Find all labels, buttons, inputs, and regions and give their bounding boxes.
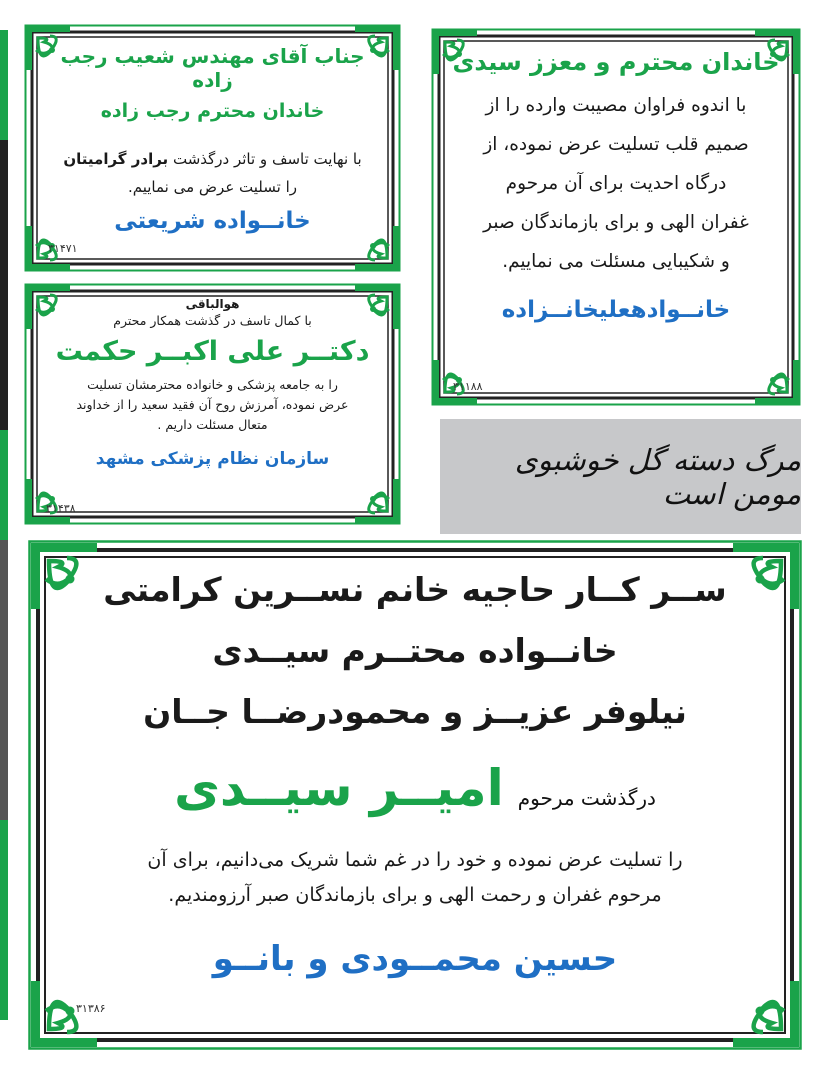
condolence-ad-hekmat: [24, 283, 401, 525]
opening-phrase: هوالباقی: [185, 297, 240, 311]
signature: حسین محمــودی و بانــو: [212, 939, 618, 979]
message-line: و شکیبایی مسئلت می نماییم.: [502, 251, 730, 272]
addressee-line-2: خانــواده محتــرم سیــدی: [212, 631, 618, 670]
quote-box: [440, 419, 801, 534]
ad-code: ۳۱۱۸۸: [453, 380, 483, 393]
message-body: [147, 843, 682, 913]
message-line: درگاه احدیت برای آن مرحوم: [505, 173, 727, 194]
deceased-prefix: درگذشت مرحوم: [517, 786, 656, 810]
message-bold: برادر گرامیتان: [63, 150, 169, 168]
message-body: [76, 375, 348, 435]
left-edge-strip: [0, 0, 8, 1076]
addressee-line-3: نیلوفر عزیــز و محمودرضــا جــان: [143, 692, 687, 731]
title: خاندان محترم و معزز سیدی: [452, 48, 780, 76]
family-line: خاندان محترم رجب زاده: [100, 100, 325, 122]
message-line: عرض نموده، آمرزش روح آن فقید سعید را از خداوند: [76, 397, 349, 412]
message-line: متعال مسئلت داریم .: [157, 417, 268, 432]
intro-line: با کمال تاسف در گذشت همکار محترم: [113, 313, 312, 328]
quote-text: مرگ دسته گل خوشبوی مومن است: [514, 442, 801, 511]
addressee-line: جناب آقای مهندس شعیب رجب زاده: [60, 44, 365, 92]
message-line: را تسلیت عرض نموده و خود را در غم شما شریک می‌دانیم، برای آن: [147, 849, 683, 871]
signature: خانــواده شریعتی: [114, 208, 311, 234]
condolence-ad-seyedi-family: [431, 28, 801, 406]
message-line: [63, 150, 361, 168]
ad-code: ۳۱۴۷۱: [48, 242, 78, 255]
signature: خانــوادهعلیخانــزاده: [501, 297, 731, 323]
message-line: غفران الهی و برای بازماندگان صبر: [483, 212, 749, 233]
condolence-ad-amir-seyedi: [28, 540, 802, 1050]
message-line: با اندوه فراوان مصیبت وارده را از: [485, 95, 747, 116]
message-line: را به جامعه پزشکی و خانواده محترمشان تسلیت: [87, 377, 338, 392]
signature: سازمان نظام پزشکی مشهد: [95, 449, 330, 469]
addressee-line-1: ســر کــار حاجیه خانم نســرین کرامتی: [103, 570, 727, 609]
deceased-name: دکتــر علی اکبــر حکمت: [55, 336, 370, 367]
message-prefix: با نهایت تاسف و تاثر درگذشت: [172, 150, 362, 168]
message-line-2: را تسلیت عرض می نماییم.: [127, 178, 298, 196]
message-line: مرحوم غفران و رحمت الهی و برای بازماندگان صبر آرزومندیم.: [168, 884, 662, 906]
deceased-name: امیــر سیــدی: [174, 759, 504, 817]
ad-code: ۳۱۴۳۸: [46, 502, 76, 515]
message-line: صمیم قلب تسلیت عرض نموده، از: [483, 134, 749, 155]
condolence-ad-rajabzadeh: [24, 24, 401, 272]
ad-code: ۳۱۳۸۶: [76, 1002, 106, 1015]
message-body: [455, 86, 777, 281]
deceased-line: [174, 759, 656, 817]
